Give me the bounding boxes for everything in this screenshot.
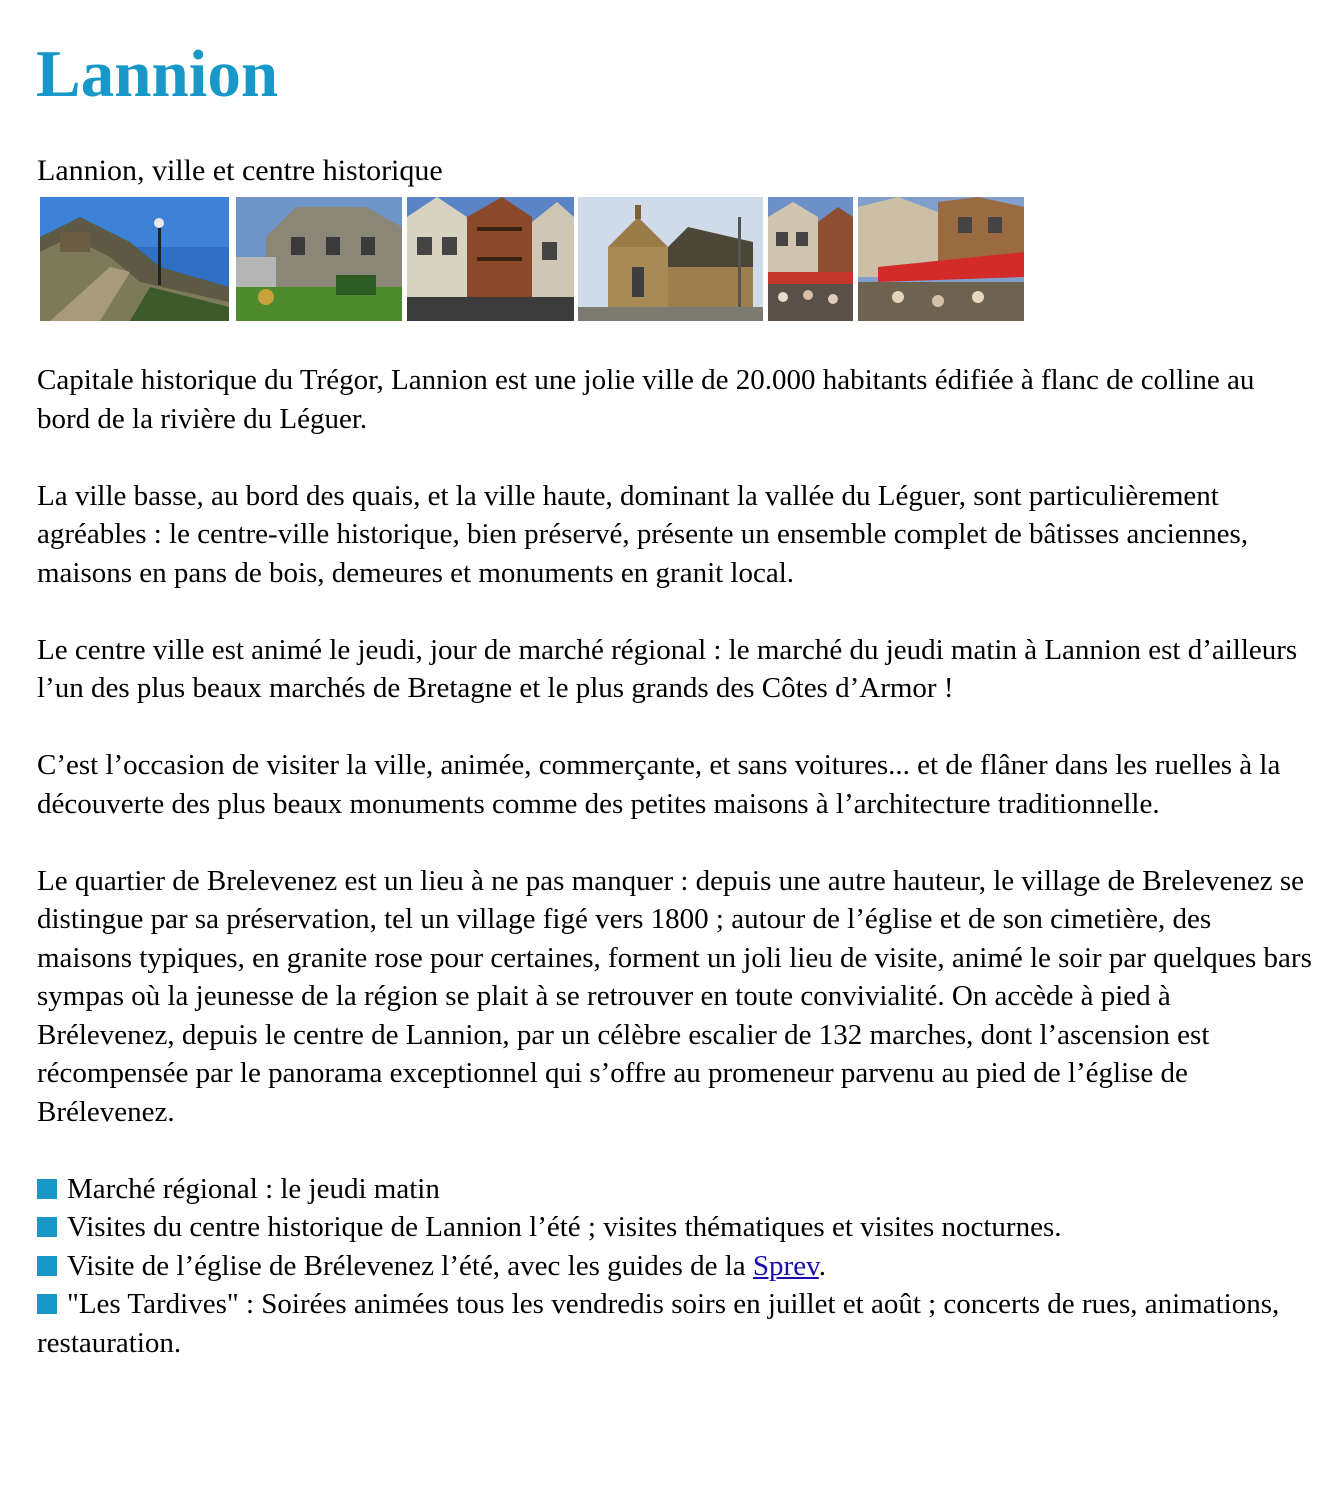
list-item	[37, 1208, 1312, 1247]
photo-stone-stairs[interactable]	[40, 197, 229, 321]
gallery-caption: Lannion, ville et centre historique	[37, 154, 443, 187]
list-item-text: Marché régional : le jeudi matin	[67, 1172, 440, 1205]
list-item-text-end: .	[818, 1249, 826, 1282]
square-bullet-icon	[37, 1217, 57, 1237]
list-item	[37, 1170, 1312, 1209]
list-item	[37, 1247, 1312, 1286]
square-bullet-icon	[37, 1179, 57, 1199]
sprev-link[interactable]: Sprev	[752, 1249, 819, 1282]
list-item-text: "Les Tardives" : Soirées animées tous les vendredis soirs en juillet et août ; concerts de rues, animations, restauration.	[37, 1288, 1280, 1359]
list-item-text: Visites du centre historique de Lannion l’été ; visites thématiques et visites nocturnes.	[67, 1211, 1062, 1243]
photo-granite-chapel[interactable]	[578, 197, 763, 321]
page-title: Lannion	[36, 37, 279, 111]
square-bullet-icon	[37, 1256, 57, 1276]
paragraph-intro: Capitale historique du Trégor, Lannion est une jolie ville de 20.000 habitants édifiée à flanc de colline au bord de la rivière du Léguer.	[37, 364, 1255, 435]
photo-market-awnings[interactable]	[858, 197, 1024, 321]
paragraph-visit: C’est l’occasion de visiter la ville, animée, commerçante, et sans voitures... et de flâner dans les ruelles à la découverte des plus beaux monuments comme des petites maisons à l’architecture traditionnelle.	[37, 749, 1281, 820]
photo-half-timbered-houses[interactable]	[407, 197, 574, 321]
list-item	[37, 1285, 1312, 1362]
paragraph-city: La ville basse, au bord des quais, et la ville haute, dominant la vallée du Léguer, sont particulièrement agréables : le centre-ville historique, bien préservé, présente un ensemble complet de bâtisses anciennes, maisons en pans de bois, demeures et monuments en granit local.	[37, 479, 1249, 589]
square-bullet-icon	[37, 1294, 57, 1314]
list-item-text: Visite de l’église de Brélevenez l’été, avec les guides de la	[67, 1249, 753, 1282]
article-body	[37, 361, 1312, 1362]
paragraph-market: Le centre ville est animé le jeudi, jour de marché régional : le marché du jeudi matin à Lannion est d’ailleurs l’un des plus beaux marchés de Bretagne et le plus grands des Côtes d’Armor !	[37, 633, 1298, 704]
info-list	[37, 1170, 1312, 1363]
photo-market-houses[interactable]	[768, 197, 853, 321]
photo-stone-manor[interactable]	[236, 197, 402, 321]
paragraph-brelevenez: Le quartier de Brelevenez est un lieu à ne pas manquer : depuis une autre hauteur, le village de Brelevenez se distingue par sa préservation, tel un village figé vers 1800 ; autour de l’église et de son cimetière, des maisons typiques, en granite rose pour certaines, forment un joli lieu de visite, animé le soir par quelques bars sympas où la jeunesse de la région se plait à se retrouver en toute convivialité. On accède à pied à Brélevenez, depuis le centre de Lannion, par un célèbre escalier de 132 marches, dont l’ascension est récompensée par le panorama exceptionnel qui s’offre au promeneur parvenu au pied de l’église de Brélevenez.	[37, 864, 1312, 1128]
